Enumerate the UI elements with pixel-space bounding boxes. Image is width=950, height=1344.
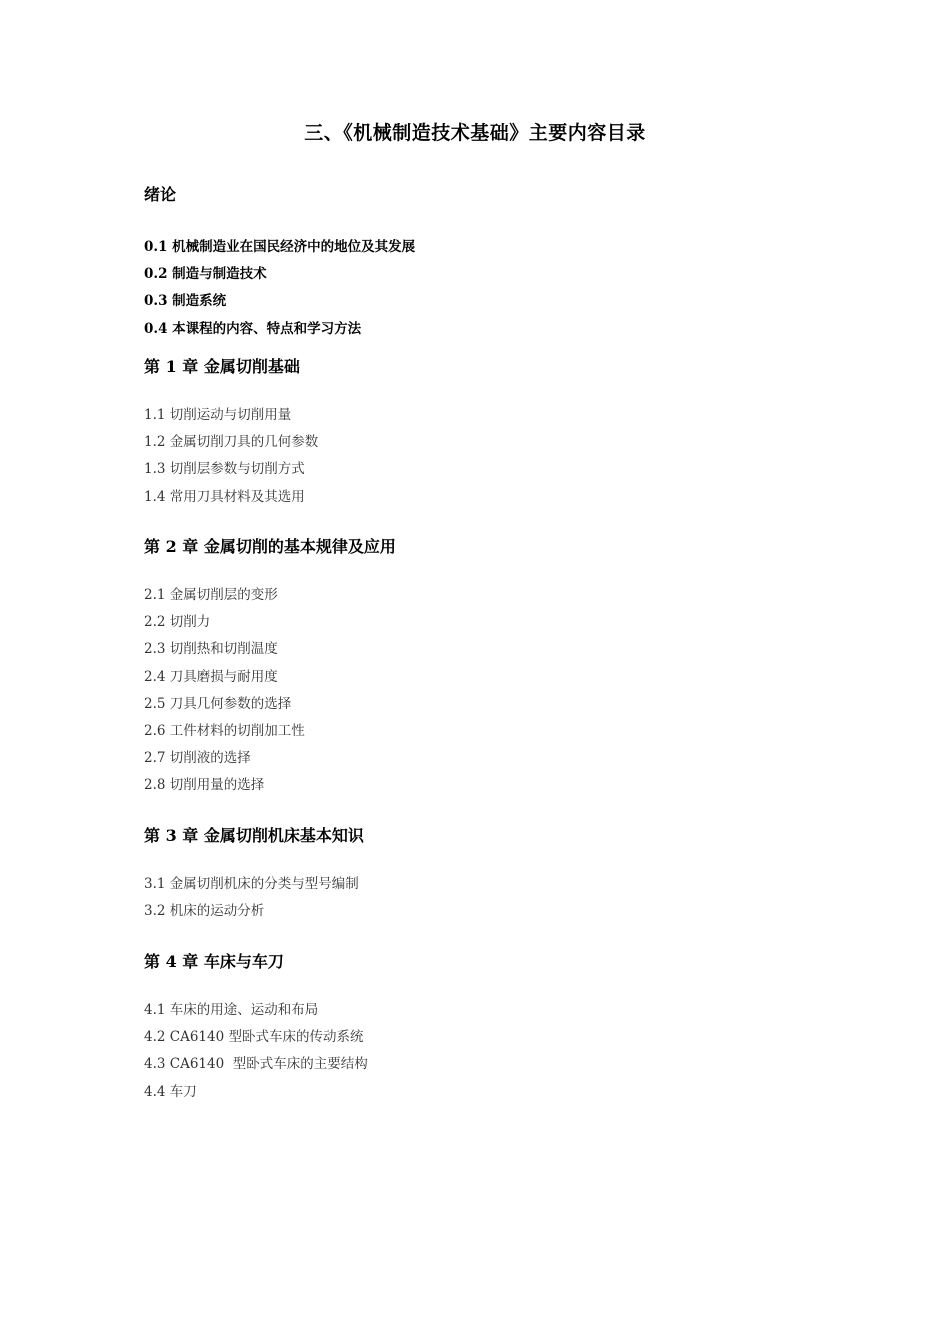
- list-item: 2.8 切削用量的选择: [144, 777, 265, 794]
- list-item: 1.2 金属切削刀具的几何参数: [144, 434, 319, 451]
- list-item: 4.4 车刀: [144, 1083, 197, 1100]
- section-chapter-1-list: [144, 402, 844, 511]
- section-chapter-3: [144, 825, 844, 847]
- list-item: 2.1 金属切削层的变形: [144, 587, 278, 603]
- section-chapter-2-list: [144, 582, 844, 800]
- list-item: 2.5 刀具几何参数的选择: [144, 695, 292, 712]
- list-item: 0.4 本课程的内容、特点和学习方法: [144, 320, 362, 337]
- list-item: 0.2 制造与制造技术: [144, 266, 267, 283]
- list-item: 4.3 CA6140 型卧式车床的主要结构: [144, 1056, 368, 1073]
- list-item: 2.4 刀具磨损与耐用度: [144, 668, 278, 685]
- list-item: 2.7 切削液的选择: [144, 750, 251, 767]
- page-title: 三、《机械制造技术基础》主要内容目录: [304, 122, 646, 144]
- list-item: 1.4 常用刀具材料及其选用: [144, 488, 305, 505]
- section-chapter-4-list: [144, 997, 844, 1106]
- section-chapter-4: [144, 951, 844, 973]
- section-chapter-2: [144, 536, 844, 558]
- section-chapter-3-list: [144, 871, 844, 925]
- list-item: 2.2 切削力: [144, 614, 211, 631]
- list-item: 2.6 工件材料的切削加工性: [144, 723, 305, 740]
- section-heading: 第 1 章 金属切削基础: [144, 357, 300, 376]
- section-heading: 绪论: [144, 185, 177, 204]
- list-item: 4.2 CA6140 型卧式车床的传动系统: [144, 1029, 364, 1046]
- section-intro-list: [144, 234, 844, 343]
- list-item: 3.2 机床的运动分析: [144, 903, 265, 920]
- section-heading: 第 3 章 金属切削机床基本知识: [144, 826, 364, 845]
- list-item: 4.1 车床的用途、运动和布局: [144, 1002, 319, 1018]
- list-item: 1.1 切削运动与切削用量: [144, 407, 292, 423]
- list-item: 1.3 切削层参数与切削方式: [144, 461, 305, 478]
- list-item: 0.3 制造系统: [144, 293, 227, 310]
- section-heading: 第 2 章 金属切削的基本规律及应用: [144, 537, 396, 556]
- list-item: 3.1 金属切削机床的分类与型号编制: [144, 876, 359, 892]
- section-heading: 第 4 章 车床与车刀: [144, 952, 284, 971]
- list-item: 2.3 切削热和切削温度: [144, 641, 278, 658]
- section-intro: [144, 184, 844, 206]
- section-chapter-1: [144, 356, 844, 378]
- list-item: 0.1 机械制造业在国民经济中的地位及其发展: [144, 239, 416, 255]
